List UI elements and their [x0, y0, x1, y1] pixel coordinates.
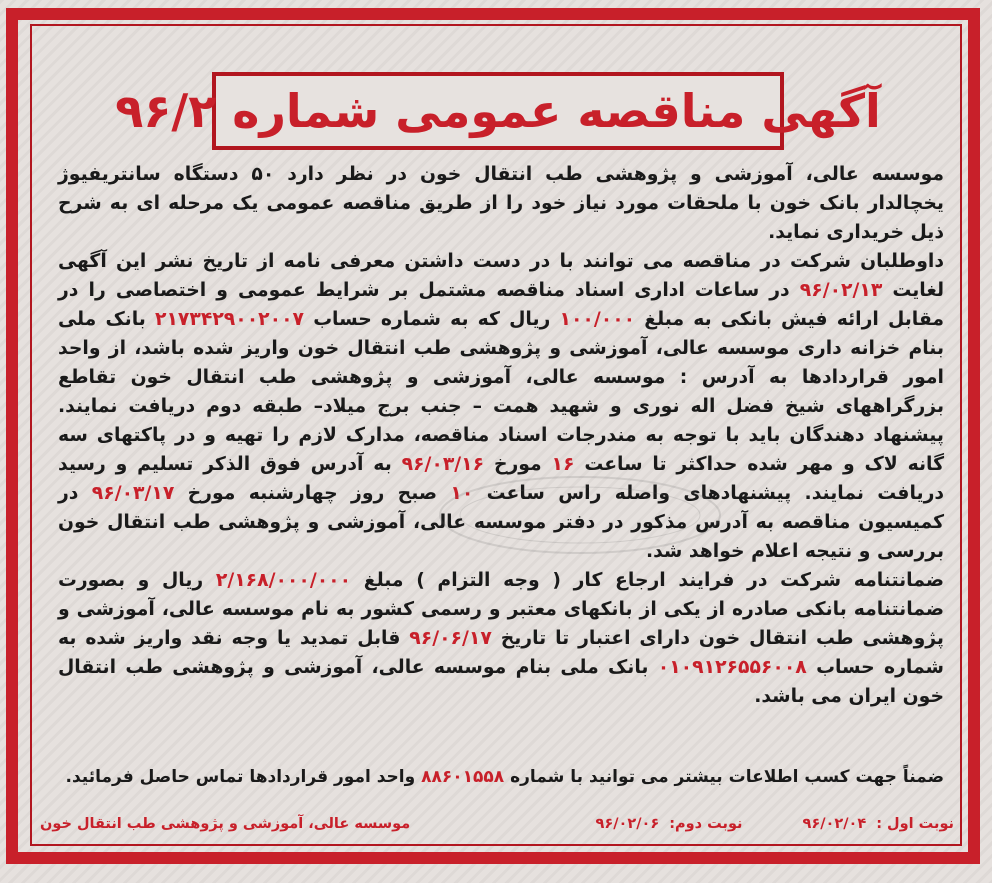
documents-text-f: به آدرس فوق الذکر تسلیم و رسید دریافت نمایند. پیشنهادهای واصله راس ساعت	[58, 454, 945, 504]
opening-date: ۹۶/۰۳/۱۷	[91, 483, 175, 504]
documents-text-a: داوطلبان شرکت در مناقصه می توانند با در دست داشتن معرفی نامه از تاریخ نشر این آگهی لغایت	[58, 251, 944, 301]
guarantee-text-d: بانک ملی بنام موسسه عالی، آموزشی و پژوهشی طب انتقال خون ایران می باشد.	[58, 657, 944, 707]
first-publication-label: نوبت اول :	[876, 816, 954, 832]
intro-text: موسسه عالی، آموزشی و پژوهشی طب انتقال خون در نظر دارد ۵۰ دستگاه سانتریفیوژ یخچالدار بانک خون با ملحقات مورد نیاز خود را از طریق مناقصه عمومی یک مرحله ای به شرح ذیل خریداری نماید.	[58, 164, 944, 243]
documents-text-e: مورخ	[493, 454, 542, 475]
submission-hour: ۱۶	[551, 454, 575, 475]
title-box	[115, 72, 881, 150]
second-publication-date: ۹۶/۰۲/۰۶	[595, 816, 660, 832]
fee-account-number: ۲۱۷۳۴۲۹۰۰۲۰۰۷	[155, 309, 305, 330]
organization-signature: موسسه عالی، آموزشی و پژوهشی طب انتقال خون	[40, 816, 411, 832]
deadline-date: ۹۶/۰۲/۱۳	[799, 280, 883, 301]
announcement-body	[58, 160, 944, 711]
contact-line	[58, 767, 944, 787]
publication-dates	[596, 816, 954, 832]
documents-text-c: ریال که به شماره حساب	[313, 309, 551, 330]
guarantee-text-b: ریال و بصورت ضمانتنامه بانکی صادره از یکی از بانکهای معتبر و رسمی کشور به نام موسسه عالی، آموزشی و پژوهشی طب انتقال خون دارای اعتبار تا تاریخ	[58, 570, 944, 649]
guarantee-account-number: ۰۱۰۹۱۲۶۵۵۶۰۰۸	[657, 657, 807, 678]
submission-date: ۹۶/۰۳/۱۶	[401, 454, 485, 475]
announcement-title: آگهی مناقصه عمومی شماره ۹۶/۲	[115, 84, 881, 138]
documents-text-d: بانک ملی بنام خزانه داری موسسه عالی، آموزشی و پژوهشی طب انتقال خون واریز شده باشد، از واحد امور قراردادها به آدرس : موسسه عالی، آموزشی و پژوهشی طب انتقال خون تقاطع بزرگراههای شیخ فضل اله نوری و شهید همت – جنب برج میلاد– طبقه دوم دریافت نمایند. پیشنهاد دهندگان باید با توجه به مندرجات اسناد مناقصه، مدارک لازم را تهیه و در پاکتهای سه گانه لاک و مهر شده حداکثر تا ساعت	[58, 309, 945, 475]
documents-text-b: در ساعات اداری اسناد مناقصه مشتمل بر شرایط عمومی و اختصاصی را در مقابل ارائه فیش بانکی به مبلغ	[58, 280, 944, 330]
first-publication-date: ۹۶/۰۲/۰۴	[802, 816, 867, 832]
contact-text-b: واحد امور قراردادها تماس حاصل فرمائید.	[65, 767, 416, 787]
guarantee-amount: ۲/۱۶۸/۰۰۰/۰۰۰	[215, 570, 352, 591]
document-fee: ۱۰۰/۰۰۰	[559, 309, 636, 330]
publication-footer	[40, 808, 954, 840]
paragraph-documents	[58, 247, 944, 566]
opening-hour: ۱۰	[450, 483, 474, 504]
contact-phone: ۸۸۶۰۱۵۵۸	[421, 767, 505, 787]
paragraph-guarantee	[58, 566, 944, 711]
contact-text-a: ضمناً جهت کسب اطلاعات بیشتر می توانید با شماره	[510, 767, 944, 787]
second-publication-label: نوبت دوم:	[669, 816, 743, 832]
documents-text-g: صبح روز چهارشنبه مورخ	[187, 483, 438, 504]
guarantee-valid-date: ۹۶/۰۶/۱۷	[409, 628, 492, 649]
guarantee-text-c: قابل تمدید یا وجه نقد واریز شده به شماره حساب	[58, 628, 945, 678]
paragraph-intro	[58, 160, 944, 247]
documents-text-h: در کمیسیون مناقصه به آدرس مذکور در دفتر موسسه عالی، آموزشی و پژوهشی طب انتقال خون بررسی و نتیجه اعلام خواهد شد.	[58, 483, 944, 562]
guarantee-text-a: ضمانتنامه شرکت در فرایند ارجاع کار ( وجه التزام ) مبلغ	[363, 570, 944, 591]
